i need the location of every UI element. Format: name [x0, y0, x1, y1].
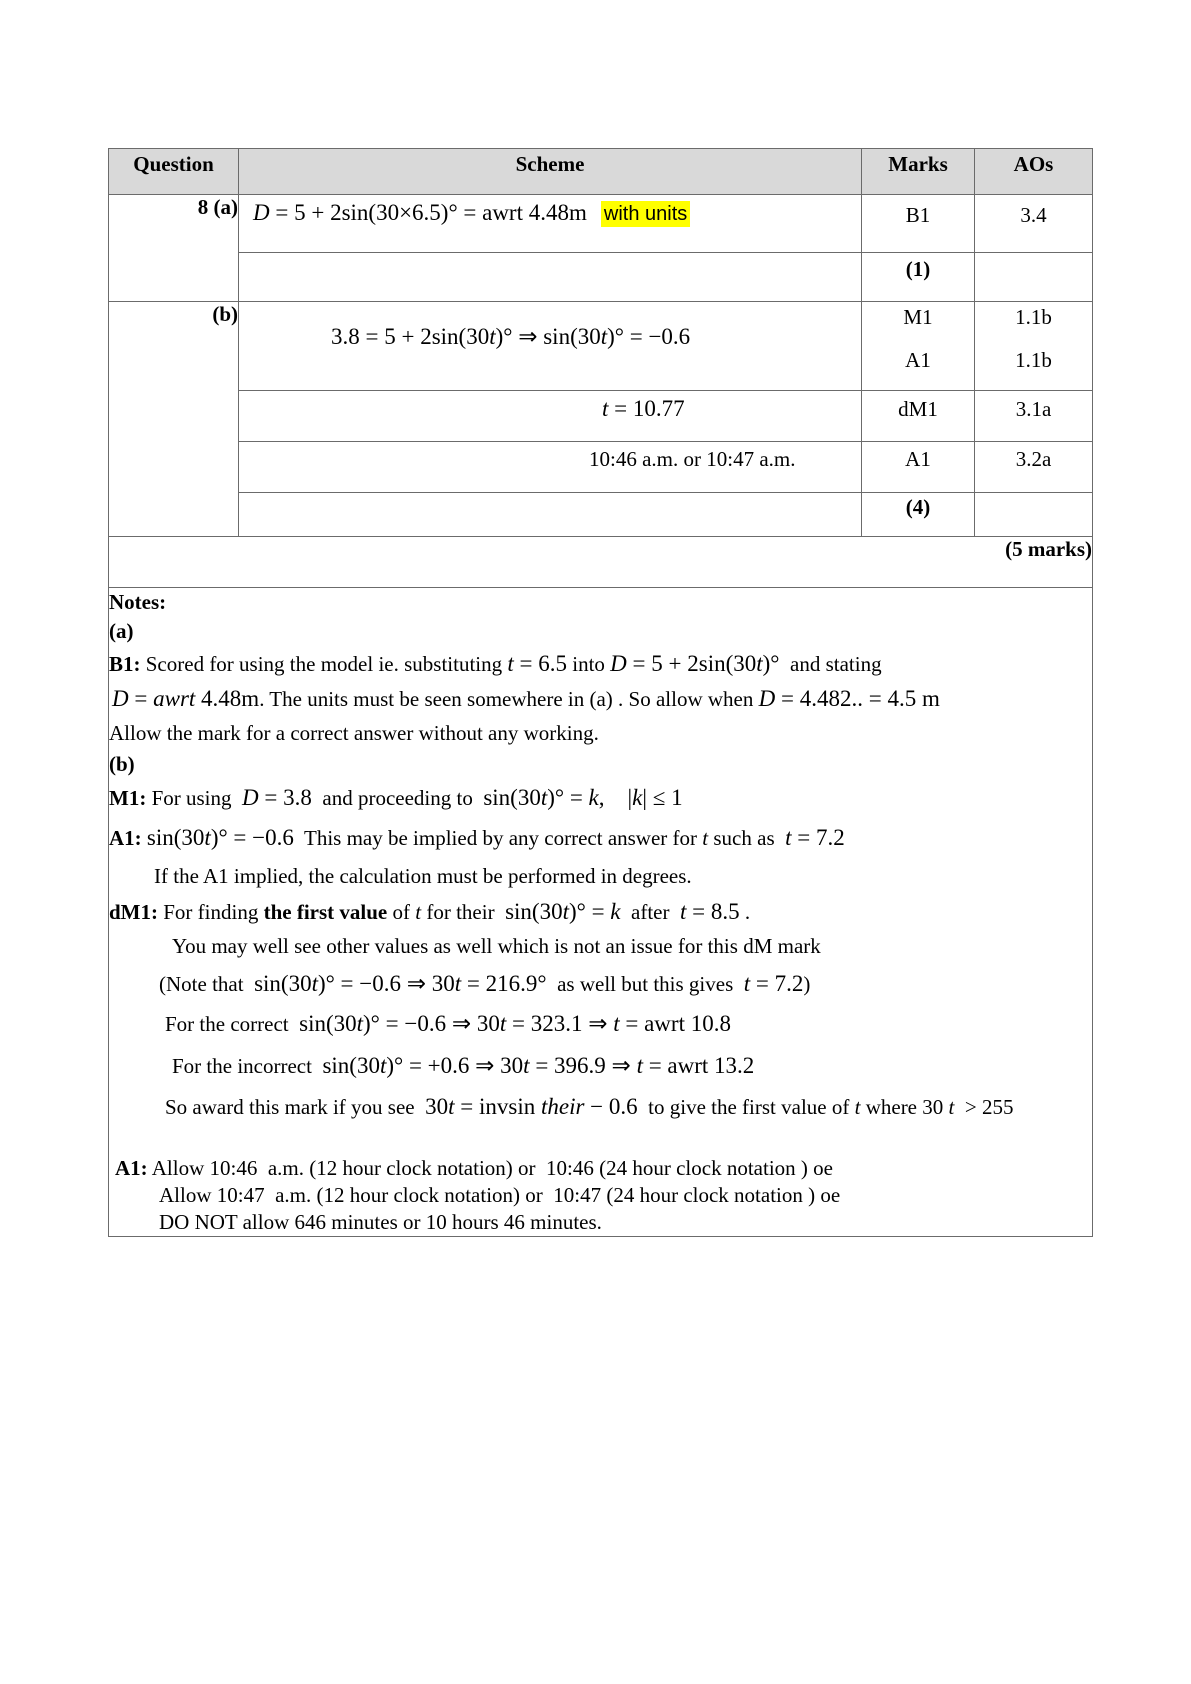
note-line: [109, 646, 1092, 681]
math-run: sin(30: [254, 971, 312, 996]
note-line: [159, 1182, 1092, 1209]
note-line: [109, 817, 1092, 858]
math-run: = 7.2: [750, 971, 804, 996]
math-run: )° = −0.6 ⇒ 30: [317, 971, 455, 996]
empty-cell: [975, 493, 1093, 537]
math-run: t: [602, 396, 609, 421]
text-run: after: [620, 900, 680, 924]
notes-row: [109, 588, 1093, 1237]
total-row: [109, 537, 1093, 588]
notes-part-heading: [109, 749, 1092, 779]
math-run: = 396.9 ⇒: [529, 1053, 637, 1078]
math-run: t: [540, 785, 548, 810]
aos-cell: [975, 195, 1093, 253]
math-run: t: [379, 1053, 387, 1078]
ao-code: 1.1b: [1015, 305, 1052, 329]
math-run: t: [785, 825, 792, 850]
total-marks: (5 marks): [1005, 537, 1092, 561]
text-run: t: [415, 900, 422, 924]
math-run: k: [632, 785, 643, 810]
marks-cell: [862, 493, 975, 537]
text-run: the first value: [263, 900, 388, 924]
mark-code: M1: [903, 305, 933, 329]
mark-code: B1: [905, 203, 931, 227]
subtotal-marks: (4): [905, 495, 931, 519]
math-run: D: [610, 651, 627, 676]
math-run: t: [311, 971, 318, 996]
math-run: t: [743, 971, 751, 996]
math-run: = 4.482.. = 4.5 m: [775, 686, 940, 711]
math-run: 3.8 = 5 + 2sin(30: [331, 324, 490, 349]
note-line: [112, 681, 1092, 717]
math-run: )°: [762, 651, 780, 676]
marks-cell: [862, 442, 975, 493]
math-run: )° =: [568, 899, 611, 924]
math-run: )° = −0.6: [607, 324, 691, 349]
math-run: 4.48m: [195, 686, 260, 711]
math-run: 30: [425, 1094, 449, 1119]
math-run: t: [507, 651, 514, 676]
math-run: = 323.1 ⇒: [506, 1011, 614, 1036]
math-run: = 216.9°: [461, 971, 547, 996]
table-row: [109, 253, 1093, 302]
math-run: )° = −0.6: [210, 825, 294, 850]
math-run: D: [253, 200, 270, 225]
text-run: into: [567, 652, 611, 676]
math-run: awrt: [153, 686, 196, 711]
text-run: t: [948, 1095, 955, 1119]
math-run: D: [242, 785, 259, 810]
text-run: So award this mark if you see: [165, 1095, 426, 1119]
text-run: A1:: [109, 826, 142, 850]
header-marks: Marks: [862, 149, 975, 195]
math-run: t: [489, 324, 496, 349]
scheme-answer: [239, 442, 861, 471]
math-run: t: [613, 1011, 620, 1036]
text-run: as well but this gives: [546, 972, 744, 996]
math-run: sin(30: [299, 1011, 357, 1036]
math-run: = 5 + 2sin(30: [626, 651, 757, 676]
text-run: A1:: [115, 1156, 148, 1180]
math-run: )° = −0.6 ⇒ 30: [363, 1011, 500, 1036]
math-run: | ≤ 1: [642, 785, 683, 810]
aos-cell: [975, 442, 1093, 493]
math-run: t: [600, 324, 608, 349]
math-run: D: [112, 686, 129, 711]
text-run: and proceeding to: [311, 786, 484, 810]
question-cell-8b: [109, 302, 239, 537]
empty-cell: [239, 493, 862, 537]
empty-cell: [239, 253, 862, 302]
note-line: [172, 1045, 1092, 1086]
math-run: )° = +0.6 ⇒ 30: [386, 1053, 524, 1078]
marks-cell: [862, 253, 975, 302]
math-run: t: [448, 1094, 455, 1119]
text-run: such as: [708, 826, 786, 850]
math-run: t: [454, 971, 462, 996]
header-aos: AOs: [975, 149, 1093, 195]
note-line: [159, 1209, 1092, 1236]
ao-code: 3.1a: [1015, 397, 1052, 421]
table-row: [109, 302, 1093, 391]
note-line: [159, 964, 1092, 1003]
scheme-equation: [239, 302, 861, 351]
text-run: Allow the mark for a correct answer without any working.: [109, 721, 599, 745]
mark-code: A1: [905, 348, 931, 372]
notes-part-heading: [109, 616, 1092, 646]
text-run: (Note that: [159, 972, 255, 996]
note-line: [109, 894, 1092, 929]
empty-cell: [975, 253, 1093, 302]
math-run: = 6.5: [513, 651, 567, 676]
question-number: 8 (a): [197, 195, 238, 219]
math-run: t: [679, 899, 687, 924]
text-run: For the correct: [165, 1012, 300, 1036]
notes-cell: [109, 588, 1093, 1237]
text-run: If the A1 implied, the calculation must be performed in degrees.: [154, 864, 692, 888]
text-run: (a): [109, 619, 134, 643]
header-scheme: Scheme: [239, 149, 862, 195]
scheme-equation: [239, 391, 861, 423]
note-line: [109, 779, 1092, 817]
math-run: , |: [598, 785, 633, 810]
text-run: M1:: [109, 786, 147, 810]
math-run: t: [356, 1011, 364, 1036]
text-run: and stating: [779, 652, 882, 676]
text-run: Allow 10:46 a.m. (12 hour clock notation) or 10:46 (24 hour clock notation ) oe: [147, 1156, 833, 1180]
text-run: For the incorrect: [172, 1054, 323, 1078]
text-run: .: [739, 900, 751, 924]
subtotal-marks: (1): [905, 257, 931, 281]
scheme-cell: [239, 442, 862, 493]
text-run: Scored for using the model ie. substituting: [140, 652, 508, 676]
notes-spacer: [109, 1127, 1092, 1155]
scheme-cell: [239, 195, 862, 253]
math-run: = 5 + 2sin(30×6.5)° = awrt 4.48m: [269, 200, 587, 225]
note-line: [115, 1155, 1092, 1182]
text-run: where 30: [860, 1095, 949, 1119]
question-cell-8a: [109, 195, 239, 302]
text-run: For using: [146, 786, 243, 810]
math-run: their: [540, 1094, 585, 1119]
table-row: [109, 195, 1093, 253]
text-run: Notes:: [109, 590, 167, 614]
text-run: > 255: [954, 1095, 1014, 1119]
note-line: [172, 929, 1092, 964]
mark-code: dM1: [898, 397, 938, 421]
text-run: You may well see other values as well which is not an issue for this dM mark: [172, 934, 821, 958]
marks-cell: [862, 391, 975, 442]
text-run: 10:46 a.m. or 10:47 a.m.: [589, 447, 796, 471]
math-run: sin(30: [483, 785, 541, 810]
text-run: to give the first value of: [637, 1095, 855, 1119]
text-run: Allow 10:47 a.m. (12 hour clock notation) or 10:47 (24 hour clock notation ) oe: [159, 1183, 841, 1207]
math-run: t: [523, 1053, 530, 1078]
table-row: [109, 391, 1093, 442]
math-run: = 10.77: [608, 396, 685, 421]
notes-heading: [109, 588, 1092, 616]
math-run: sin(30: [505, 899, 563, 924]
total-cell: [109, 537, 1093, 588]
table-row: [109, 493, 1093, 537]
math-run: = invsin: [454, 1094, 541, 1119]
note-line: [165, 1003, 1092, 1045]
text-run: of: [387, 900, 416, 924]
math-run: t: [756, 651, 763, 676]
ao-code: 3.2a: [1015, 447, 1052, 471]
math-run: − 0.6: [584, 1094, 638, 1119]
math-run: D: [758, 686, 776, 711]
math-run: t: [499, 1011, 507, 1036]
scheme-answer: [239, 195, 861, 228]
text-run: DO NOT allow 646 minutes or 10 hours 46 minutes.: [159, 1210, 602, 1234]
math-run: t: [204, 825, 211, 850]
scheme-cell: [239, 302, 862, 391]
marks-cell: [862, 302, 975, 391]
math-run: sin(30: [146, 825, 205, 850]
aos-cell: [975, 391, 1093, 442]
text-run: dM1:: [109, 900, 158, 924]
math-run: = awrt 13.2: [642, 1053, 755, 1078]
marks-cell: [862, 195, 975, 253]
text-run: This may be implied by any correct answer for: [293, 826, 703, 850]
note-line: [154, 858, 1092, 894]
math-run: = 8.5: [686, 899, 740, 924]
math-run: )° ⇒ sin(30: [495, 324, 601, 349]
aos-cell: [975, 302, 1093, 391]
note-line: [165, 1086, 1092, 1127]
math-run: t: [562, 899, 569, 924]
text-run: For finding: [158, 900, 264, 924]
math-run: = awrt 10.8: [619, 1011, 731, 1036]
question-part-label: (b): [212, 302, 238, 326]
math-run: =: [128, 686, 154, 711]
math-run: )° =: [547, 785, 589, 810]
header-row: [109, 149, 1093, 195]
text-run: t: [702, 826, 709, 850]
math-run: k: [610, 899, 621, 924]
math-run: = 3.8: [258, 785, 312, 810]
text-run: B1:: [109, 652, 141, 676]
note-line: [109, 717, 1092, 749]
scheme-cell: [239, 391, 862, 442]
ao-code: 3.4: [1020, 203, 1047, 227]
math-run: sin(30: [322, 1053, 380, 1078]
ao-code: 1.1b: [1015, 348, 1052, 372]
mark-code: A1: [905, 447, 931, 471]
text-run: for their: [421, 900, 506, 924]
table-row: [109, 442, 1093, 493]
mark-scheme-table: [108, 148, 1093, 1237]
math-run: = 7.2: [791, 825, 845, 850]
text-run: t: [854, 1095, 861, 1119]
highlighted-text: with units: [601, 201, 690, 227]
math-run: t: [636, 1053, 643, 1078]
text-run: (b): [109, 752, 135, 776]
text-run: . The units must be seen somewhere in (a) . So allow when: [259, 687, 759, 711]
math-run: k: [588, 785, 599, 810]
text-run: ): [803, 972, 811, 996]
header-question: Question: [109, 149, 239, 195]
